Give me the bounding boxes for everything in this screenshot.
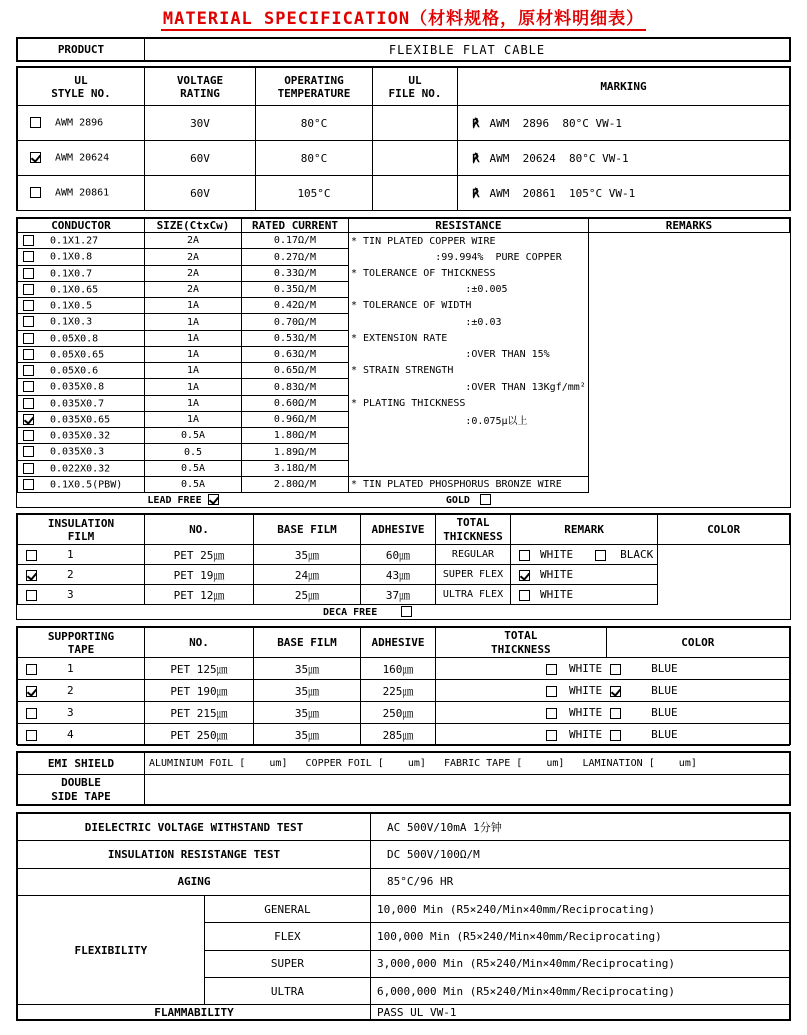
title-text: MATERIAL SPECIFICATION（材料规格，原材料明细表）	[162, 9, 645, 29]
emi-section	[16, 751, 791, 806]
white-label: WHITE	[540, 548, 574, 562]
ins-total-cell: 37㎛	[361, 585, 436, 605]
size-checkbox[interactable]	[23, 414, 34, 425]
remarks-header: REMARKS	[588, 219, 789, 233]
gold-label: GOLD	[445, 494, 470, 506]
sup-color-header: COLOR	[606, 628, 789, 658]
ins-no-cell	[18, 545, 145, 565]
current-cell: 0.5A	[145, 428, 242, 444]
marking-cell	[458, 141, 790, 176]
double-side-label: DOUBLE SIDE TAPE	[18, 775, 145, 805]
ul-style-value: AWM 20624	[55, 152, 110, 164]
conductor-label: CONDUCTOR	[18, 219, 145, 233]
ul-style-cell	[18, 106, 145, 141]
size-value: 0.1X0.5(PBW)	[50, 479, 123, 491]
table-row	[18, 176, 790, 211]
flex-value: 10,000 Min (R5×240/Min×40mm/Reciprocating)	[371, 895, 790, 922]
product-section	[16, 37, 791, 62]
black-label: BLACK	[620, 548, 654, 562]
white-label: WHITE	[569, 706, 603, 719]
deca-free-label: DECA FREE	[323, 606, 378, 618]
size-cell	[18, 281, 145, 297]
remark-cell: :OVER THAN 15%	[349, 346, 589, 362]
size-checkbox[interactable]	[23, 398, 34, 409]
flex-value: 6,000,000 Min (R5×240/Min×40mm/Reciprocating)	[371, 977, 790, 1004]
ins-no-header: NO.	[145, 515, 254, 545]
sup-total-cell: 285㎛	[361, 724, 436, 746]
current-cell: 1A	[145, 314, 242, 330]
blue-label: BLUE	[651, 728, 678, 741]
flex-value: 3,000,000 Min (R5×240/Min×40mm/Reciprocating)	[371, 950, 790, 977]
size-cell	[18, 444, 145, 460]
flex-type: FLEX	[204, 923, 370, 950]
deca-free-checkbox[interactable]	[401, 606, 412, 617]
flammability-label: FLAMMABILITY	[18, 1005, 371, 1020]
emi-label: EMI SHIELD	[18, 753, 145, 775]
insulation-section	[16, 513, 791, 620]
resistance-cell: 0.60Ω/M	[242, 395, 349, 411]
size-checkbox[interactable]	[23, 446, 34, 457]
resistance-cell: 0.53Ω/M	[242, 330, 349, 346]
table-row	[18, 444, 790, 460]
white-checkbox[interactable]	[546, 686, 557, 697]
size-value: 0.035X0.7	[50, 398, 105, 410]
blue-label: BLUE	[651, 684, 678, 697]
size-value: 0.1X0.8	[50, 251, 93, 263]
sup-blue-cell	[606, 702, 789, 724]
table-row	[18, 379, 790, 395]
size-checkbox[interactable]	[23, 365, 34, 376]
sup-total-header: TOTAL THICKNESS	[436, 628, 607, 658]
remark-cell: * TIN PLATED COPPER WIRE	[349, 233, 589, 249]
size-checkbox[interactable]	[23, 463, 34, 474]
size-value: 0.05X0.8	[50, 333, 99, 345]
table-row	[18, 476, 790, 492]
sup-base-header: BASE FILM	[254, 628, 361, 658]
size-cell	[18, 330, 145, 346]
sup-total-cell: 250㎛	[361, 702, 436, 724]
sup-no-cell	[18, 724, 145, 746]
ul-style-value: AWM 20861	[55, 187, 110, 199]
size-value: 0.05X0.6	[50, 365, 99, 377]
current-cell: 1A	[145, 363, 242, 379]
temperature-header: OPERATING TEMPERATURE	[256, 68, 373, 106]
white-checkbox[interactable]	[546, 708, 557, 719]
size-value: 0.035X0.8	[50, 381, 105, 393]
sup-no-value: 1	[67, 662, 74, 675]
ul-style-cell	[18, 176, 145, 211]
table-row	[18, 298, 790, 314]
resistance-cell: 3.18Ω/M	[242, 460, 349, 476]
table-row	[18, 585, 790, 605]
sup-no-value: 3	[67, 706, 74, 719]
white-checkbox[interactable]	[519, 590, 530, 601]
ins-remark-cell: SUPER FLEX	[436, 565, 511, 585]
insulation-res-label: INSULATION RESISTANGE TEST	[18, 841, 371, 868]
size-value: 0.035X0.32	[50, 430, 111, 442]
sup-checkbox[interactable]	[26, 730, 37, 741]
table-row	[18, 460, 790, 476]
white-checkbox[interactable]	[546, 664, 557, 675]
marking-value: AWM 20624 80°C VW-1	[489, 151, 629, 165]
table-row	[18, 249, 790, 265]
remark-cell: * TOLERANCE OF THICKNESS	[349, 265, 589, 281]
ins-adhesive-cell: 25㎛	[254, 585, 361, 605]
sup-adhesive-cell: 35㎛	[254, 680, 361, 702]
ins-base-header: BASE FILM	[254, 515, 361, 545]
table-row	[18, 330, 790, 346]
table-row	[18, 265, 790, 281]
blue-checkbox[interactable]	[610, 708, 621, 719]
table-row	[18, 724, 790, 746]
marking-header: MARKING	[458, 68, 790, 106]
white-checkbox[interactable]	[519, 570, 530, 581]
table-row	[18, 346, 790, 362]
size-checkbox[interactable]	[23, 333, 34, 344]
current-cell: 2A	[145, 265, 242, 281]
file-no-header: UL FILE NO.	[373, 68, 458, 106]
supporting-label: SUPPORTING TAPE	[18, 628, 145, 658]
ul-style-value: AWM 2896	[55, 117, 104, 129]
sup-no-cell	[18, 702, 145, 724]
current-cell: 0.5	[145, 444, 242, 460]
size-checkbox[interactable]	[23, 349, 34, 360]
white-label: WHITE	[540, 568, 574, 582]
temperature-cell: 80°C	[256, 106, 373, 141]
ins-base-cell: PET 12㎛	[145, 585, 254, 605]
size-checkbox[interactable]	[23, 430, 34, 441]
current-cell: 2A	[145, 281, 242, 297]
current-header: RATED CURRENT	[242, 219, 349, 233]
black-checkbox[interactable]	[595, 550, 606, 561]
size-checkbox[interactable]	[23, 316, 34, 327]
table-row	[18, 411, 790, 427]
ul-style-header: UL STYLE NO.	[18, 68, 145, 106]
remark-cell: :0.075μ以上	[349, 411, 589, 427]
ins-remark-header: REMARK	[511, 515, 658, 545]
size-cell	[18, 460, 145, 476]
size-header: SIZE(CtxCw)	[145, 219, 242, 233]
sup-white-cell	[436, 658, 607, 680]
ins-total-header: TOTAL THICKNESS	[436, 515, 511, 545]
ins-no-cell	[18, 585, 145, 605]
resistance-cell: 1.80Ω/M	[242, 428, 349, 444]
lead-free-label: LEAD FREE	[147, 494, 202, 506]
lead-free-row	[18, 493, 790, 507]
remark-cell	[349, 444, 589, 460]
sup-blue-cell	[606, 658, 789, 680]
resistance-cell: 0.42Ω/M	[242, 298, 349, 314]
white-label: WHITE	[540, 588, 574, 602]
remark-cell: :99.994% PURE COPPER	[349, 249, 589, 265]
product-value: FLEXIBLE FLAT CABLE	[145, 39, 790, 61]
sup-checkbox[interactable]	[26, 708, 37, 719]
table-row	[18, 141, 790, 176]
sup-white-cell	[436, 702, 607, 724]
table-row	[18, 106, 790, 141]
size-cell	[18, 346, 145, 362]
flex-type: GENERAL	[204, 895, 370, 922]
size-cell	[18, 395, 145, 411]
ins-no-cell	[18, 565, 145, 585]
current-cell: 1A	[145, 411, 242, 427]
size-value: 0.1X1.27	[50, 235, 99, 247]
resistance-cell: 0.17Ω/M	[242, 233, 349, 249]
size-checkbox[interactable]	[23, 235, 34, 246]
sup-no-cell	[18, 680, 145, 702]
sup-adhesive-header: ADHESIVE	[361, 628, 436, 658]
ul-section	[16, 66, 791, 211]
size-value: 0.1X0.7	[50, 268, 93, 280]
white-label: WHITE	[569, 728, 603, 741]
sup-blue-cell	[606, 680, 789, 702]
aging-label: AGING	[18, 868, 371, 895]
size-value: 0.035X0.65	[50, 414, 111, 426]
ins-color-header: COLOR	[658, 515, 790, 545]
size-checkbox[interactable]	[23, 268, 34, 279]
size-checkbox[interactable]	[23, 251, 34, 262]
size-cell	[18, 476, 145, 492]
size-cell	[18, 249, 145, 265]
table-row	[18, 658, 790, 680]
table-row	[18, 702, 790, 724]
sup-adhesive-cell: 35㎛	[254, 702, 361, 724]
blue-label: BLUE	[651, 662, 678, 675]
style-checkbox[interactable]	[30, 152, 41, 163]
sup-base-cell: PET 190㎛	[145, 680, 254, 702]
size-value: 0.022X0.32	[50, 463, 111, 475]
ins-color-cell	[511, 585, 658, 605]
sup-no-value: 2	[67, 684, 74, 697]
current-cell: 0.5A	[145, 460, 242, 476]
insulation-res-value: DC 500V/100Ω/M	[371, 841, 790, 868]
file-no-cell	[373, 141, 458, 176]
remark-cell: * TOLERANCE OF WIDTH	[349, 298, 589, 314]
blue-checkbox[interactable]	[610, 686, 621, 697]
aging-value: 85°C/96 HR	[371, 868, 790, 895]
dielectric-value: AC 500V/10mA 1分钟	[371, 814, 790, 841]
sup-checkbox[interactable]	[26, 664, 37, 675]
size-checkbox[interactable]	[23, 284, 34, 295]
ins-adhesive-cell: 35㎛	[254, 545, 361, 565]
flex-type: ULTRA	[204, 977, 370, 1004]
ins-checkbox[interactable]	[26, 550, 37, 561]
ins-checkbox[interactable]	[26, 590, 37, 601]
remark-cell: :±0.005	[349, 281, 589, 297]
ins-remark-cell: REGULAR	[436, 545, 511, 565]
tests-section	[16, 812, 791, 1021]
supporting-section	[16, 626, 791, 745]
table-row	[18, 363, 790, 379]
ins-no-value: 2	[67, 568, 74, 582]
temperature-cell: 80°C	[256, 141, 373, 176]
lead-free-checkbox[interactable]	[208, 494, 219, 505]
double-side-value	[145, 775, 790, 805]
table-row	[18, 565, 790, 585]
ins-base-cell: PET 25㎛	[145, 545, 254, 565]
size-cell	[18, 379, 145, 395]
sup-no-header: NO.	[145, 628, 254, 658]
ins-remark-cell: ULTRA FLEX	[436, 585, 511, 605]
remark-cell	[349, 460, 589, 476]
remark-cell	[349, 428, 589, 444]
style-checkbox[interactable]	[30, 117, 41, 128]
ul-style-cell	[18, 141, 145, 176]
white-label: WHITE	[569, 684, 603, 697]
table-row	[18, 428, 790, 444]
size-checkbox[interactable]	[23, 300, 34, 311]
white-checkbox[interactable]	[519, 550, 530, 561]
sup-adhesive-cell: 35㎛	[254, 658, 361, 680]
sup-base-cell: PET 125㎛	[145, 658, 254, 680]
current-cell: 2A	[145, 233, 242, 249]
resistance-cell: 0.96Ω/M	[242, 411, 349, 427]
ins-base-cell: PET 19㎛	[145, 565, 254, 585]
style-checkbox[interactable]	[30, 187, 41, 198]
current-cell: 1A	[145, 346, 242, 362]
table-row	[18, 314, 790, 330]
remark-cell: * STRAIN STRENGTH	[349, 363, 589, 379]
lead-free-cell	[18, 493, 349, 507]
current-cell: 1A	[145, 298, 242, 314]
sup-total-cell: 225㎛	[361, 680, 436, 702]
ins-no-value: 1	[67, 548, 74, 562]
deca-free-row	[18, 605, 790, 619]
sup-white-cell	[436, 680, 607, 702]
resistance-cell: 1.89Ω/M	[242, 444, 349, 460]
voltage-header: VOLTAGE RATING	[145, 68, 256, 106]
ins-color-cell	[511, 565, 658, 585]
size-cell	[18, 411, 145, 427]
size-cell	[18, 265, 145, 281]
deca-free-cell	[18, 605, 658, 619]
blue-checkbox[interactable]	[610, 664, 621, 675]
emi-value: ALUMINIUM FOIL [ um] COPPER FOIL [ um] FABRIC TAPE [ um] LAMINATION [ um]	[145, 753, 790, 775]
size-cell	[18, 298, 145, 314]
resistance-cell: 0.70Ω/M	[242, 314, 349, 330]
sup-total-cell: 160㎛	[361, 658, 436, 680]
ins-no-value: 3	[67, 588, 74, 602]
flexibility-label: FLEXIBILITY	[18, 895, 205, 1004]
sup-blue-cell	[606, 724, 789, 746]
size-cell	[18, 233, 145, 249]
marking-cell	[458, 176, 790, 211]
size-value: 0.1X0.65	[50, 284, 99, 296]
table-row	[18, 395, 790, 411]
resistance-header: RESISTANCE	[349, 219, 589, 233]
flex-type: SUPER	[204, 950, 370, 977]
resistance-cell: 0.33Ω/M	[242, 265, 349, 281]
remark-cell: * PLATING THICKNESS	[349, 395, 589, 411]
white-checkbox[interactable]	[546, 730, 557, 741]
resistance-cell: 0.63Ω/M	[242, 346, 349, 362]
size-cell	[18, 314, 145, 330]
insulation-label: INSULATION FILM	[18, 515, 145, 545]
remark-cell: :OVER THAN 13Kgf/mm²	[349, 379, 589, 395]
marking-value: AWM 20861 105°C VW-1	[489, 186, 636, 200]
current-cell: 1A	[145, 379, 242, 395]
resistance-cell: 0.35Ω/M	[242, 281, 349, 297]
flammability-value: PASS UL VW-1	[371, 1005, 790, 1020]
file-no-cell	[373, 176, 458, 211]
marking-cell	[458, 106, 790, 141]
sup-no-cell	[18, 658, 145, 680]
table-row	[18, 545, 790, 565]
size-value: 0.1X0.3	[50, 316, 93, 328]
remark-cell: * TIN PLATED PHOSPHORUS BRONZE WIRE	[349, 476, 589, 492]
remark-cell: * EXTENSION RATE	[349, 330, 589, 346]
temperature-cell: 105°C	[256, 176, 373, 211]
product-label: PRODUCT	[18, 39, 145, 61]
sup-white-cell	[436, 724, 607, 746]
voltage-cell: 60V	[145, 176, 256, 211]
gold-checkbox[interactable]	[480, 494, 491, 505]
gold-cell	[349, 493, 589, 507]
size-cell	[18, 363, 145, 379]
current-cell: 0.5A	[145, 476, 242, 492]
conductor-section	[16, 217, 791, 508]
size-checkbox[interactable]	[23, 381, 34, 392]
flex-value: 100,000 Min (R5×240/Min×40mm/Reciprocating)	[371, 923, 790, 950]
sup-checkbox[interactable]	[26, 686, 37, 697]
size-value: 0.05X0.65	[50, 349, 105, 361]
ins-adhesive-cell: 24㎛	[254, 565, 361, 585]
table-row	[18, 233, 790, 249]
remark-cell: :±0.03	[349, 314, 589, 330]
blue-label: BLUE	[651, 706, 678, 719]
current-cell: 2A	[145, 249, 242, 265]
size-checkbox[interactable]	[23, 479, 34, 490]
ins-total-cell: 43㎛	[361, 565, 436, 585]
size-cell	[18, 428, 145, 444]
voltage-cell: 60V	[145, 141, 256, 176]
table-row	[18, 680, 790, 702]
sup-base-cell: PET 215㎛	[145, 702, 254, 724]
resistance-cell: 0.83Ω/M	[242, 379, 349, 395]
white-label: WHITE	[569, 662, 603, 675]
dielectric-label: DIELECTRIC VOLTAGE WITHSTAND TEST	[18, 814, 371, 841]
page-title	[0, 4, 807, 29]
blue-checkbox[interactable]	[610, 730, 621, 741]
ul-logo-icon: ℟	[472, 186, 480, 200]
size-value: 0.1X0.5	[50, 300, 93, 312]
size-value: 0.035X0.3	[50, 446, 105, 458]
ul-logo-icon: ℟	[472, 116, 480, 130]
resistance-cell: 0.27Ω/M	[242, 249, 349, 265]
ins-total-cell: 60㎛	[361, 545, 436, 565]
voltage-cell: 30V	[145, 106, 256, 141]
ins-color-cell	[511, 545, 658, 565]
table-row	[18, 281, 790, 297]
ins-adhesive-header: ADHESIVE	[361, 515, 436, 545]
current-cell: 1A	[145, 395, 242, 411]
sup-adhesive-cell: 35㎛	[254, 724, 361, 746]
sup-base-cell: PET 250㎛	[145, 724, 254, 746]
resistance-cell: 2.80Ω/M	[242, 476, 349, 492]
ul-logo-icon: ℟	[472, 151, 480, 165]
ins-checkbox[interactable]	[26, 570, 37, 581]
marking-value: AWM 2896 80°C VW-1	[489, 116, 622, 130]
current-cell: 1A	[145, 330, 242, 346]
resistance-cell: 0.65Ω/M	[242, 363, 349, 379]
sup-no-value: 4	[67, 728, 74, 741]
file-no-cell	[373, 106, 458, 141]
